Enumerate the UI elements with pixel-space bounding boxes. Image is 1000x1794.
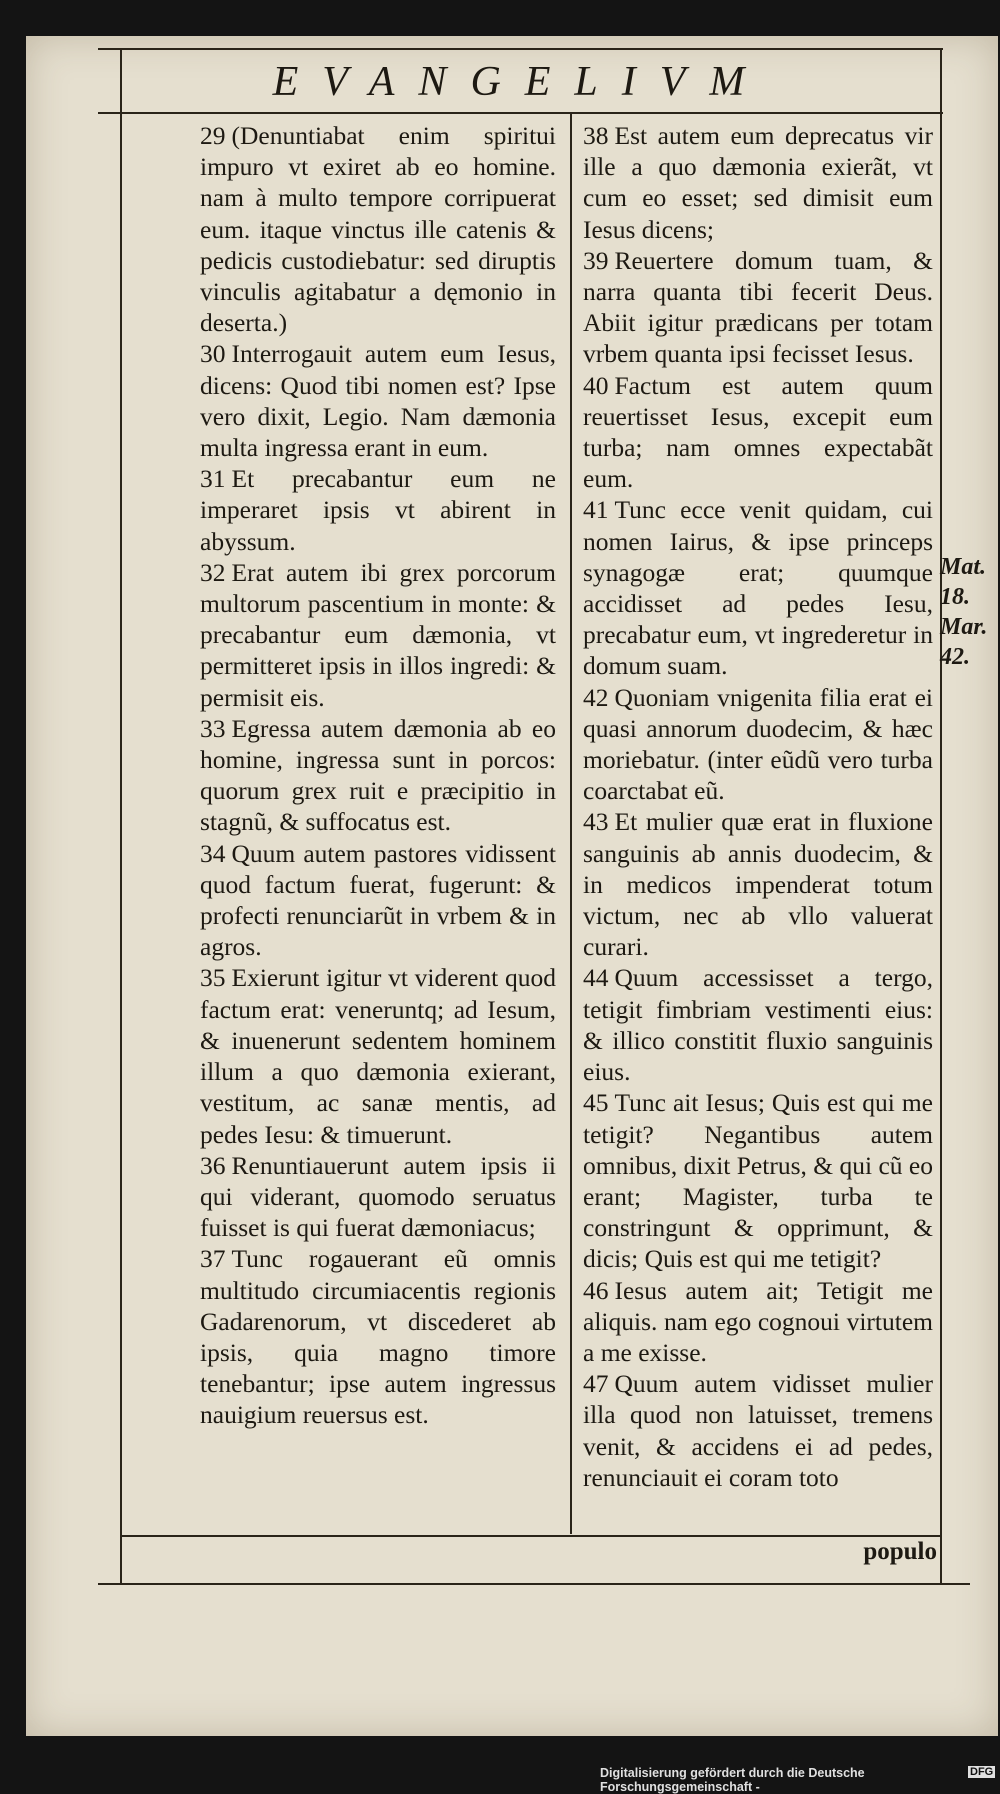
verse: [583, 806, 933, 962]
verse: [583, 682, 933, 807]
verse-number: 46: [583, 1275, 609, 1305]
column-divider: [570, 114, 572, 1534]
verse-number: 45: [583, 1088, 609, 1118]
verse: [200, 838, 556, 963]
verse-text: Tunc ecce venit quidam, cui nomen Iairus, & ipse princeps synagogæ erat; quumque accidisset ad pedes Iesu, precabatur eum, vt ingrederetur in domum suam.: [583, 495, 933, 681]
verse: [200, 120, 556, 338]
verse: [583, 1087, 933, 1274]
verse-number: 39: [583, 245, 609, 275]
verse-number: 42: [583, 682, 609, 712]
digitization-credit: Digitalisierung gefördert durch die Deutsche Forschungsgemeinschaft -: [600, 1766, 865, 1794]
margin-reference: [940, 552, 988, 672]
verse-number: 34: [200, 838, 226, 868]
verse-text: (Denuntiabat enim spiritui impuro vt exiret ab eo homine. nam à multo tempore corripuerat eum. itaque vinctus ille catenis & pedicis custodiebatur: sed diruptis vinculis agitabatur a dęmonio in deserta.): [200, 121, 556, 338]
catchword: populo: [863, 1538, 937, 1565]
verse-number: 47: [583, 1369, 609, 1399]
verse-number: 44: [583, 963, 609, 993]
verse-number: 30: [200, 339, 226, 369]
verse: [200, 962, 556, 1149]
top-frame-rule: [98, 48, 943, 50]
verse: [200, 463, 556, 557]
verse-number: 35: [200, 963, 226, 993]
verse-text: Quoniam vnigenita filia erat ei quasi annorum duodecim, & hæc moriebatur. (inter eũdũ vero turba coarctabat eũ.: [583, 682, 933, 806]
verse: [583, 962, 933, 1087]
verse-number: 33: [200, 713, 226, 743]
dfg-logo: DFG: [970, 1766, 994, 1778]
header-rule: [98, 112, 943, 114]
margin-reference-line: Mat.: [940, 554, 987, 580]
page-header: EVANGELIVM: [272, 59, 769, 105]
margin-reference-line: 18.: [940, 584, 970, 610]
verse-number: 40: [583, 370, 609, 400]
verse-text: Egressa autem dæmonia ab eo homine, ingressa sunt in porcos: quorum grex ruit e præcipitio in stagnũ, & suffocatus est.: [200, 713, 556, 837]
verse-text: Tunc rogauerant eũ omnis multitudo circumiacentis regionis Gadarenorum, vt discederet ab ipsis, quia magno timore tenebantur; ipse autem ingressus nauigium reuersus est.: [200, 1244, 556, 1430]
left-column: [200, 120, 556, 1431]
verse-text: Reuertere domum tuam, & narra quanta tibi fecerit Deus. Abiit igitur prædicans per totam vrbem quanta ipsi fecisset Iesus.: [583, 245, 933, 369]
verse-text: Quum autem pastores vidissent quod factum fuerat, fugerunt: & profecti renunciarũt in vrbem & in agros.: [200, 838, 556, 962]
left-frame-line: [120, 50, 122, 1585]
verse-text: Tunc ait Iesus; Quis est qui me tetigit? Negantibus autem omnibus, dixit Petrus, & qui cũ eo erant; Magister, turba te constringunt & opprimunt, & dicis; Quis est qui me tetigit?: [583, 1088, 933, 1274]
verse-text: Et mulier quæ erat in fluxione sanguinis ab annis duodecim, & in medicos impenderat totum victum, nec ab vllo valuerat curari.: [583, 807, 933, 962]
verse-text: Est autem eum deprecatus vir ille a quo dæmonia exierãt, vt cum eo esset; sed dimisit eum Iesus dicens;: [583, 121, 933, 244]
verse-number: 38: [583, 121, 609, 150]
right-frame-line: [940, 50, 942, 1585]
verse: [200, 1243, 556, 1430]
margin-reference-line: 42.: [940, 644, 970, 670]
verse-number: 37: [200, 1244, 226, 1274]
bottom-frame-rule: [98, 1583, 970, 1585]
verse: [583, 494, 933, 681]
verse: [583, 370, 933, 495]
verse-text: Factum est autem quum reuertisset Iesus, excepit eum turba; nam omnes expectabãt eum.: [583, 370, 933, 494]
bottom-rule: [120, 1535, 942, 1537]
verse: [200, 557, 556, 713]
verse-number: 43: [583, 807, 609, 837]
verse-number: 29: [200, 121, 226, 150]
verse: [583, 1275, 933, 1369]
verse: [200, 338, 556, 463]
verse-text: Et precabantur eum ne imperaret ipsis vt abirent in abyssum.: [200, 464, 556, 556]
margin-reference-line: Mar.: [940, 614, 988, 640]
verse-text: Quum accessisset a tergo, tetigit fimbriam vestimenti eius: & illico constitit fluxio sanguinis eius.: [583, 963, 933, 1087]
verse-text: Interrogauit autem eum Iesus, dicens: Quod tibi nomen est? Ipse vero dixit, Legio. Nam dæmonia multa ingressa erant in eum.: [200, 339, 556, 463]
verse-number: 41: [583, 495, 609, 525]
verse-text: Renuntiauerunt autem ipsis ii qui viderant, quomodo seruatus fuisset is qui fuerat dæmoniacus;: [200, 1150, 556, 1243]
right-column: [583, 120, 933, 1493]
verse: [200, 1150, 556, 1244]
verse-text: Quum autem vidisset mulier illa quod non latuisset, tremens venit, & accidens ei ad pedes, renunciauit ei coram toto: [583, 1369, 933, 1492]
verse: [200, 713, 556, 838]
verse-text: Exierunt igitur vt viderent quod factum erat: veneruntq; ad Iesum, & inuenerunt sedentem hominem illum a quo dæmonia exierant, vestitum, ac sanæ mentis, ad pedes Iesu: & timuerunt.: [200, 963, 556, 1149]
verse: [583, 245, 933, 370]
verse-text: Iesus autem ait; Tetigit me aliquis. nam ego cognoui virtutem a me exisse.: [583, 1275, 933, 1367]
verse-number: 36: [200, 1150, 226, 1180]
verse: [583, 1368, 933, 1493]
verse-text: Erat autem ibi grex porcorum multorum pascentium in monte: & precabantur eum dæmonia, vt permitteret ipsis in illos ingredi: & permisit eis.: [200, 557, 556, 712]
verse: [583, 120, 933, 245]
verse-number: 31: [200, 464, 226, 494]
verse-number: 32: [200, 557, 226, 587]
